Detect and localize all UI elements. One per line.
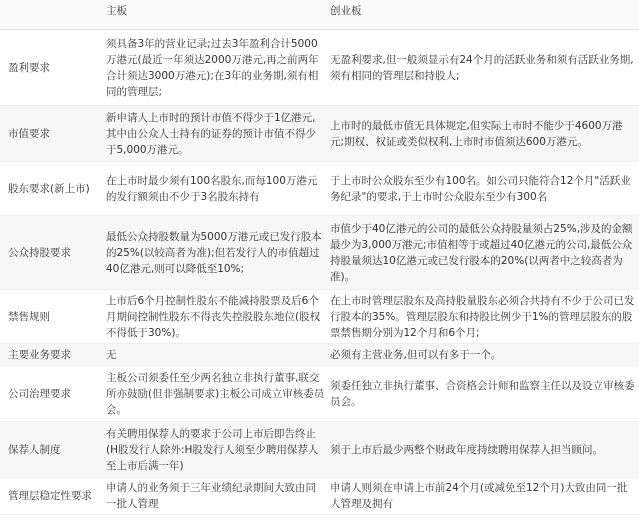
main-board-cell: 申请人的业务须于三年业绩纪录期间大致由同一批人管理 xyxy=(104,478,328,515)
main-board-cell: 主板公司须委任至少两名独立非执行董事,联交所亦鼓励(但非强制要求)主板公司成立审核委员会。 xyxy=(104,366,328,422)
row-label: 市值要求 xyxy=(0,106,104,162)
table-row xyxy=(0,422,639,478)
gem-cell: 于上市时公众股东至少有100名。如公司只能符合12个月"活跃业务纪录"的要求,于上市时公众股东至少有300名 xyxy=(328,162,639,216)
table-row xyxy=(0,290,639,344)
gem-cell: 无盈利要求,但一般须显示有24个月的活跃业务和须有活跃业务期,须有相同的管理层和持股人; xyxy=(328,30,639,106)
row-label: 禁售规则 xyxy=(0,290,104,344)
main-board-cell: 新申请人上市时的预计市值不得少于1亿港元,其中由公众人士持有的证券的预计市值不得少于5,000万港元。 xyxy=(104,106,328,162)
gem-cell: 必须有主营业务,但可以有多于一个。 xyxy=(328,344,639,366)
table-row xyxy=(0,30,639,106)
row-label: 管理层稳定性要求 xyxy=(0,478,104,515)
gem-cell: 须委任独立非执行董事、合资格会计师和监察主任以及设立审核委员会。 xyxy=(328,366,639,422)
row-label: 保荐人制度 xyxy=(0,422,104,478)
gem-cell: 市值少于40亿港元的公司的最低公众持股量须占25%,涉及的金额最少为3,000万港元;市值相等于或超过40亿港元的公司,最低公众持股量须达10亿港元或已发行股本的20%(以两者中之较高者为准)。 xyxy=(328,216,639,290)
table-row xyxy=(0,216,639,290)
table-row xyxy=(0,366,639,422)
row-label: 盈利要求 xyxy=(0,30,104,106)
row-label: 股东要求(新上市) xyxy=(0,162,104,216)
row-label: 主要业务要求 xyxy=(0,344,104,366)
main-board-cell: 无 xyxy=(104,344,328,366)
gem-cell: 在上市时管理层股东及高持股量股东必须合共持有不少于公司已发行股本的35%。管理层股东和持股比例少于1%的管理层股东的股票禁售期分别为12个月和6个月; xyxy=(328,290,639,344)
main-board-cell: 在上市时最少须有100名股东,而每100万港元的发行额须由不少于3名股东持有 xyxy=(104,162,328,216)
main-board-cell: 上市后6个月控制性股东不能减持股票及后6个月期间控制性股东不得丧失控股股东地位(股权不得低于30%)。 xyxy=(104,290,328,344)
main-board-cell: 须具备3年的营业记录;过去3年盈利合计5000万港元(最近一年须达2000万港元,再之前两年合计须达3000万港元);在3年的业务期,须有相同的管理层; xyxy=(104,30,328,106)
header-main-board: 主板 xyxy=(104,0,328,30)
main-board-cell: 有关聘用保荐人的要求于公司上市后即告终止(H股发行人除外:H股发行人须至少聘用保荐人至上市后满一年) xyxy=(104,422,328,478)
gem-cell: 须于上市后最少两整个财政年度持续聘用保荐人担当顾问。 xyxy=(328,422,639,478)
table-row xyxy=(0,478,639,515)
main-board-cell: 最低公众持股数量为5000万港元或已发行股本的25%(以较高者为准);但若发行人的市值超过40亿港元,则可以降低至10%; xyxy=(104,216,328,290)
table-row xyxy=(0,106,639,162)
header-item xyxy=(0,0,104,30)
row-label: 公众持股要求 xyxy=(0,216,104,290)
table-row xyxy=(0,162,639,216)
header-gem: 创业板 xyxy=(328,0,639,30)
row-label: 公司治理要求 xyxy=(0,366,104,422)
gem-cell: 申请人则须在申请上市前24个月(或减免至12个月)大致由同一批人管理及拥有 xyxy=(328,478,639,515)
table-row xyxy=(0,344,639,366)
gem-cell: 上市时的最低市值无具体规定,但实际上市时不能少于4600万港元;期权、权证或类似权利,上市时市值须达600万港元。 xyxy=(328,106,639,162)
table-header-row xyxy=(0,0,639,30)
